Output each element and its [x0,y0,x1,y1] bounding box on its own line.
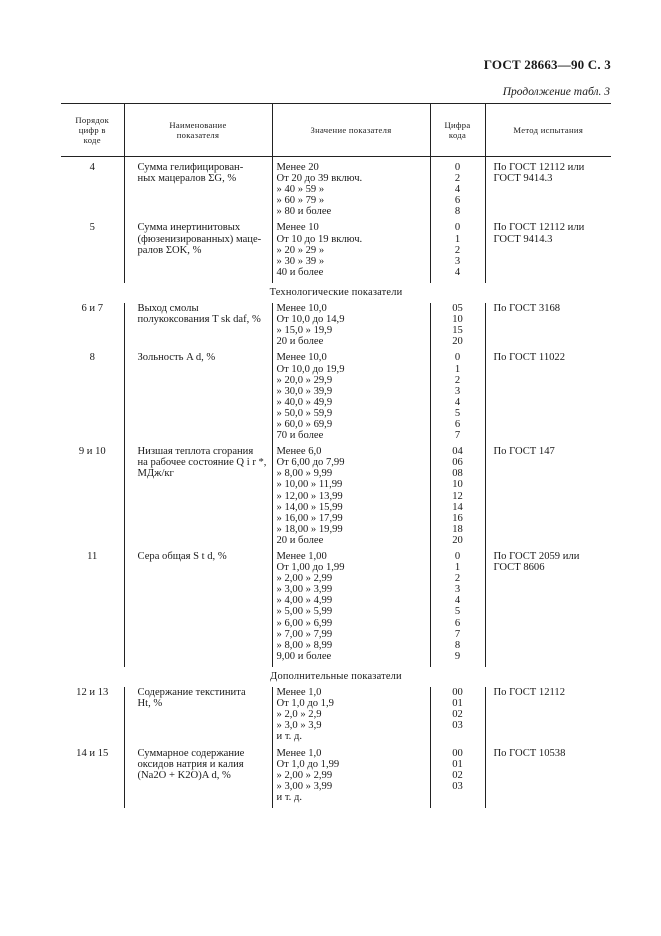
header-method [485,104,611,157]
text-line: 0 [454,162,461,173]
text-line: 2 [454,173,461,185]
text-line: полукоксования T sk daf, % [137,314,261,326]
value-range-cell [272,303,430,352]
text-line: 00 [452,687,463,699]
text-line: 02 [452,769,463,781]
code-cell [430,303,485,352]
text-line: » 12,00 » 13,99 [276,490,343,502]
text-line: 1 [454,233,461,245]
text-line: Менее 6,0 [276,446,322,458]
page-header: ГОСТ 28663—90 С. 3 [483,57,611,72]
indicator-name-cell [124,551,272,667]
table-row [61,222,611,282]
text-line: 9 [454,650,461,662]
text-line: 00 [452,747,463,759]
text-line: 05 [452,303,463,315]
text-line: 7 [454,430,461,442]
code-cell [430,687,485,747]
value-range-cell [272,446,430,551]
indicator-name-cell [124,352,272,446]
text-line: 2 [454,244,461,256]
text-line: коде [83,135,101,145]
text-line: 2 [454,573,461,585]
text-line: От 1,0 до 1,9 [276,698,334,710]
order-cell: 14 и 15 [76,747,109,759]
text-line: » 7,00 » 7,99 [276,628,333,640]
text-line: » 5,00 » 5,99 [276,606,333,618]
table-row [61,687,611,747]
section-heading-row [61,283,611,303]
text-line: (фюзенизированных) маце- [137,233,262,245]
text-line: ных мацералов ΣG, % [137,173,237,185]
indicator-name-cell [124,446,272,551]
text-line: 08 [452,468,463,480]
header-order [61,104,124,157]
text-line: 20 [452,534,463,546]
value-range-cell [272,687,430,747]
text-line: » 60 » 79 » [276,195,325,207]
text-line: » 16,00 » 17,99 [276,512,343,524]
text-line: 6 [454,418,461,430]
value-range-cell [272,157,430,223]
text-line: » 6,00 » 6,99 [276,617,333,629]
value-range-cell [272,352,430,446]
text-line: 4 [454,266,461,278]
text-line: Менее 1,0 [276,687,322,699]
table-continuation-note: Продолжение табл. 3 [502,86,610,98]
text-line: 10 [452,314,463,326]
code-cell [430,446,485,551]
test-method-cell [485,352,611,446]
text-line: 1 [454,363,461,375]
text-line: » 40,0 » 49,9 [276,396,333,408]
order-cell: 8 [89,352,95,364]
order-cell: 9 и 10 [78,446,106,458]
text-line: По ГОСТ 2059 или [493,551,580,562]
text-line: 14 [452,501,463,513]
text-line: Содержание текстинита [137,687,246,699]
text-line: Менее 20 [276,162,319,173]
text-line: Наименование [169,120,227,130]
order-cell: 5 [89,222,95,234]
test-method-cell [485,303,611,352]
order-cell: 12 и 13 [76,687,109,699]
text-line: От 10,0 до 14,9 [276,314,345,326]
text-line: (Na2O + K2O)A d, % [137,769,231,781]
text-line: » 20,0 » 29,9 [276,374,333,386]
text-line: » 30,0 » 39,9 [276,385,333,397]
text-line: 15 [452,325,463,337]
text-line: » 60,0 » 69,9 [276,418,333,430]
table-header-row [61,104,611,157]
header-name [124,104,272,157]
text-line: и т. д. [276,791,302,803]
text-line: По ГОСТ 12112 или [493,222,585,234]
text-line: Порядок [75,115,110,125]
text-line: 06 [452,457,463,469]
order-cell: 11 [87,551,98,562]
text-line: » 50,0 » 59,9 [276,407,333,419]
test-method-cell [485,157,611,223]
text-line: МДж/кг [137,468,174,480]
text-line: 0 [454,551,461,562]
text-line: 6 [454,195,461,207]
text-line: Суммарное содержание [137,747,245,759]
text-line: От 6,00 до 7,99 [276,457,345,469]
text-line: Цифра [444,120,471,130]
text-line: 12 [452,490,463,502]
text-line: цифр в [78,125,106,135]
text-line: 3 [454,385,461,397]
text-line: Менее 1,0 [276,747,322,759]
text-line: » 80 и более [276,206,332,218]
text-line: оксидов натрия и калия [137,758,244,770]
text-line: 4 [454,595,461,607]
text-line: » 15,0 » 19,9 [276,325,333,337]
text-line: » 8,00 » 8,99 [276,639,333,651]
value-range-cell [272,551,430,667]
text-line: По ГОСТ 3168 [493,303,561,315]
test-method-cell [485,748,611,808]
text-line: 9,00 и более [276,650,332,662]
text-line: » 40 » 59 » [276,184,325,196]
text-line: По ГОСТ 10538 [493,747,566,759]
text-line: 04 [452,446,463,458]
text-line: Сумма инертинитовых [137,222,241,234]
code-cell [430,352,485,446]
text-line: 3 [454,584,461,596]
text-line: » 3,00 » 3,99 [276,780,333,792]
text-line: Менее 10,0 [276,303,327,315]
text-line: 8 [454,639,461,651]
text-line: и т. д. [276,731,302,743]
text-line: ГОСТ 8606 [493,562,545,574]
text-line: 10 [452,479,463,491]
text-line: 6 [454,617,461,629]
text-line: 20 и более [276,534,324,546]
test-method-cell [485,551,611,667]
text-line: » 2,0 » 2,9 [276,709,322,721]
text-line: Ht, % [137,698,163,710]
text-line: Зольность A d, % [137,352,216,364]
text-line: 4 [454,396,461,408]
text-line: По ГОСТ 11022 [493,352,566,364]
text-line: От 10 до 19 включ. [276,233,363,245]
text-line: 1 [454,562,461,574]
order-cell: 4 [89,162,95,173]
text-line: Низшая теплота сгорания [137,446,254,458]
text-line: От 1,00 до 1,99 [276,562,345,574]
text-line: 2 [454,374,461,386]
text-line: 40 и более [276,266,324,278]
text-line: Сумма гелифицирован- [137,162,244,173]
text-line: » 14,00 » 15,99 [276,501,343,513]
text-line: 02 [452,709,463,721]
text-line: 70 и более [276,430,324,442]
text-line: 3 [454,255,461,267]
test-method-cell [485,687,611,747]
section-title: Дополнительные показатели [270,670,402,682]
header-code [430,104,485,157]
table-row [61,446,611,551]
text-line: Менее 10,0 [276,352,327,364]
table-row [61,748,611,808]
text-line: 16 [452,512,463,524]
table-row [61,352,611,446]
indicator-name-cell [124,748,272,808]
code-cell [430,748,485,808]
text-line: 5 [454,407,461,419]
code-cell [430,551,485,667]
text-line: » 30 » 39 » [276,255,325,267]
order-cell: 6 и 7 [81,303,104,315]
test-method-cell [485,446,611,551]
text-line: » 3,0 » 3,9 [276,720,322,732]
header-value [272,104,430,157]
text-line: » 2,00 » 2,99 [276,573,333,585]
test-method-cell [485,222,611,282]
text-line: Менее 1,00 [276,551,327,562]
text-line: Сера общая S t d, % [137,551,227,562]
text-line: По ГОСТ 12112 [493,687,566,699]
table-body [61,157,611,808]
text-line: От 10,0 до 19,9 [276,363,345,375]
indicator-name-cell [124,222,272,282]
text-line: 0 [454,222,461,234]
text-line: на рабочее состояние Q i r *, [137,457,267,469]
text-line: кода [448,130,467,140]
text-line: По ГОСТ 147 [493,446,555,458]
text-line: 01 [452,758,463,770]
table-row [61,551,611,667]
text-line: Значение показателя [310,125,392,135]
indicator-name-cell [124,687,272,747]
text-line: » 10,00 » 11,99 [276,479,343,491]
text-line: 01 [452,698,463,710]
section-title: Технологические показатели [269,286,403,298]
text-line: » 4,00 » 4,99 [276,595,333,607]
text-line: ГОСТ 9414.3 [493,233,553,245]
code-cell [430,157,485,223]
text-line: 0 [454,352,461,364]
text-line: Выход смолы [137,303,199,315]
text-line: 8 [454,206,461,218]
text-line: » 18,00 » 19,99 [276,523,343,535]
text-line: 20 [452,336,463,348]
text-line: 5 [454,606,461,618]
text-line: » 20 » 29 » [276,244,325,256]
text-line: 18 [452,523,463,535]
code-cell [430,222,485,282]
text-line: От 20 до 39 включ. [276,173,363,185]
text-line: 03 [452,780,463,792]
text-line: Менее 10 [276,222,319,234]
text-line: » 2,00 » 2,99 [276,769,333,781]
text-line: » 3,00 » 3,99 [276,584,333,596]
text-line: » 8,00 » 9,99 [276,468,333,480]
value-range-cell [272,748,430,808]
text-line: ралов ΣOK, % [137,244,202,256]
text-line: Метод испытания [513,125,584,135]
indicator-table [61,103,611,808]
text-line: 7 [454,628,461,640]
text-line: От 1,0 до 1,99 [276,758,340,770]
indicator-name-cell [124,157,272,223]
text-line: ГОСТ 9414.3 [493,173,553,185]
text-line: 03 [452,720,463,732]
table-row [61,157,611,223]
indicator-name-cell [124,303,272,352]
text-line: показателя [176,130,220,140]
text-line: По ГОСТ 12112 или [493,162,585,173]
value-range-cell [272,222,430,282]
section-heading-row [61,667,611,687]
table-row [61,303,611,352]
text-line: 4 [454,184,461,196]
text-line: 20 и более [276,336,324,348]
